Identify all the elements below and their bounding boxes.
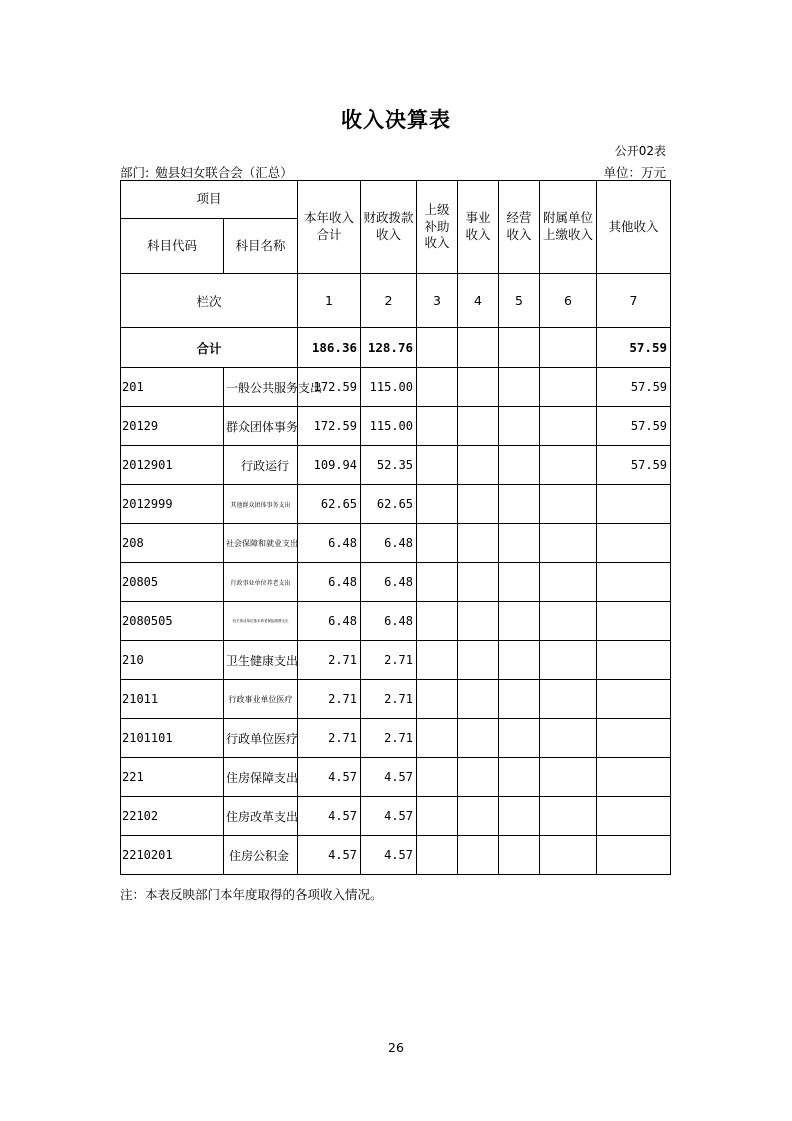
- department-line: [120, 163, 293, 181]
- header-total: 本年收入合计: [298, 181, 361, 274]
- table-row: [121, 758, 671, 797]
- table-row: [121, 836, 671, 875]
- total-amount: 186.36: [298, 328, 361, 368]
- row-fiscal: 62.65: [361, 485, 417, 524]
- row-other: [597, 602, 671, 641]
- row-superior: [417, 407, 458, 446]
- row-operating: [499, 719, 540, 758]
- row-code: 2012901: [121, 446, 224, 485]
- row-superior: [417, 836, 458, 875]
- row-name: 住房改革支出: [224, 797, 298, 836]
- row-total: 2.71: [298, 680, 361, 719]
- row-name: 机关事业单位基本养老保险缴费支出: [224, 602, 298, 641]
- page-title: 收入决算表: [341, 108, 451, 132]
- row-operating: [499, 407, 540, 446]
- row-affiliated: [540, 680, 597, 719]
- row-fiscal: 115.00: [361, 368, 417, 407]
- row-code: 201: [121, 368, 224, 407]
- form-number: 公开02表: [614, 144, 666, 158]
- row-affiliated: [540, 602, 597, 641]
- row-code: 2012999: [121, 485, 224, 524]
- row-business: [458, 563, 499, 602]
- row-operating: [499, 758, 540, 797]
- row-other: [597, 758, 671, 797]
- header-superior: 上级补助收入: [417, 181, 458, 274]
- row-code: 208: [121, 524, 224, 563]
- row-total: 6.48: [298, 563, 361, 602]
- header-row-1: [121, 181, 671, 219]
- department-name: 勉县妇女联合会（汇总）: [155, 165, 293, 180]
- row-superior: [417, 758, 458, 797]
- row-code: 21011: [121, 680, 224, 719]
- row-total: 62.65: [298, 485, 361, 524]
- row-name: 其他群众团体事务支出: [224, 485, 298, 524]
- row-code: 22102: [121, 797, 224, 836]
- row-affiliated: [540, 758, 597, 797]
- row-fiscal: 6.48: [361, 602, 417, 641]
- row-business: [458, 641, 499, 680]
- header-business: 事业收入: [458, 181, 499, 274]
- row-code: 2101101: [121, 719, 224, 758]
- row-business: [458, 680, 499, 719]
- row-name: 住房保障支出: [224, 758, 298, 797]
- row-fiscal: 2.71: [361, 719, 417, 758]
- row-name: 行政事业单位养老支出: [224, 563, 298, 602]
- row-name: 行政事业单位医疗: [224, 680, 298, 719]
- row-other: [597, 563, 671, 602]
- row-superior: [417, 485, 458, 524]
- row-operating: [499, 602, 540, 641]
- table-row: [121, 641, 671, 680]
- table-row: [121, 797, 671, 836]
- column-number: 6: [540, 274, 597, 328]
- header-item: 项目: [121, 181, 298, 219]
- row-business: [458, 407, 499, 446]
- total-affiliated: [540, 328, 597, 368]
- row-name: 住房公积金: [224, 836, 298, 875]
- column-number-row: [121, 274, 671, 328]
- row-code: 20129: [121, 407, 224, 446]
- row-operating: [499, 446, 540, 485]
- row-business: [458, 485, 499, 524]
- row-business: [458, 836, 499, 875]
- table-note: 注：本表反映部门本年度取得的各项收入情况。: [120, 887, 383, 902]
- column-number: 7: [597, 274, 671, 328]
- table-row: [121, 524, 671, 563]
- row-other: 57.59: [597, 368, 671, 407]
- row-name: 卫生健康支出: [224, 641, 298, 680]
- row-total: 4.57: [298, 836, 361, 875]
- row-fiscal: 6.48: [361, 563, 417, 602]
- header-other: 其他收入: [597, 181, 671, 274]
- total-label: 合计: [121, 328, 298, 368]
- row-other: [597, 485, 671, 524]
- row-affiliated: [540, 719, 597, 758]
- row-operating: [499, 563, 540, 602]
- row-fiscal: 52.35: [361, 446, 417, 485]
- income-table: [120, 180, 671, 875]
- total-superior: [417, 328, 458, 368]
- row-affiliated: [540, 836, 597, 875]
- row-operating: [499, 485, 540, 524]
- row-fiscal: 4.57: [361, 758, 417, 797]
- row-operating: [499, 797, 540, 836]
- column-number-label: 栏次: [121, 274, 298, 328]
- row-business: [458, 446, 499, 485]
- row-code: 2210201: [121, 836, 224, 875]
- column-number: 3: [417, 274, 458, 328]
- row-operating: [499, 680, 540, 719]
- row-other: [597, 641, 671, 680]
- row-affiliated: [540, 407, 597, 446]
- row-business: [458, 524, 499, 563]
- row-fiscal: 4.57: [361, 836, 417, 875]
- row-superior: [417, 719, 458, 758]
- total-operating: [499, 328, 540, 368]
- unit-label: 单位：万元: [603, 165, 666, 180]
- row-total: 2.71: [298, 719, 361, 758]
- row-total: 109.94: [298, 446, 361, 485]
- row-code: 20805: [121, 563, 224, 602]
- header-affiliated: 附属单位上缴收入: [540, 181, 597, 274]
- row-business: [458, 602, 499, 641]
- row-other: 57.59: [597, 446, 671, 485]
- row-superior: [417, 446, 458, 485]
- row-name: 一般公共服务支出: [224, 368, 298, 407]
- row-affiliated: [540, 524, 597, 563]
- row-name: 行政运行: [224, 446, 298, 485]
- row-superior: [417, 680, 458, 719]
- total-other: 57.59: [597, 328, 671, 368]
- row-other: [597, 836, 671, 875]
- row-name: 社会保障和就业支出: [224, 524, 298, 563]
- row-other: [597, 524, 671, 563]
- row-superior: [417, 368, 458, 407]
- row-other: [597, 680, 671, 719]
- row-fiscal: 6.48: [361, 524, 417, 563]
- header-code: 科目代码: [121, 219, 224, 274]
- table-row: [121, 368, 671, 407]
- table-row: [121, 719, 671, 758]
- row-other: 57.59: [597, 407, 671, 446]
- row-code: 210: [121, 641, 224, 680]
- row-total: 6.48: [298, 524, 361, 563]
- row-other: [597, 719, 671, 758]
- row-affiliated: [540, 446, 597, 485]
- column-number: 2: [361, 274, 417, 328]
- row-operating: [499, 641, 540, 680]
- row-superior: [417, 602, 458, 641]
- total-business: [458, 328, 499, 368]
- row-fiscal: 2.71: [361, 680, 417, 719]
- row-superior: [417, 524, 458, 563]
- table-row: [121, 680, 671, 719]
- row-fiscal: 4.57: [361, 797, 417, 836]
- row-code: 221: [121, 758, 224, 797]
- column-number: 5: [499, 274, 540, 328]
- total-row: [121, 328, 671, 368]
- row-total: 6.48: [298, 602, 361, 641]
- row-affiliated: [540, 641, 597, 680]
- row-affiliated: [540, 368, 597, 407]
- row-business: [458, 719, 499, 758]
- row-business: [458, 758, 499, 797]
- row-affiliated: [540, 485, 597, 524]
- table-row: [121, 446, 671, 485]
- table-row: [121, 407, 671, 446]
- row-name: 行政单位医疗: [224, 719, 298, 758]
- row-superior: [417, 641, 458, 680]
- table-row: [121, 485, 671, 524]
- column-number: 1: [298, 274, 361, 328]
- page-number: 26: [388, 1040, 404, 1055]
- row-affiliated: [540, 563, 597, 602]
- department-label: 部门:: [120, 165, 150, 180]
- row-superior: [417, 797, 458, 836]
- row-total: 4.57: [298, 758, 361, 797]
- header-name: 科目名称: [224, 219, 298, 274]
- header-operating: 经营收入: [499, 181, 540, 274]
- row-affiliated: [540, 797, 597, 836]
- row-total: 172.59: [298, 368, 361, 407]
- row-business: [458, 368, 499, 407]
- total-fiscal: 128.76: [361, 328, 417, 368]
- row-total: 2.71: [298, 641, 361, 680]
- header-fiscal: 财政拨款收入: [361, 181, 417, 274]
- row-total: 172.59: [298, 407, 361, 446]
- column-number: 4: [458, 274, 499, 328]
- row-superior: [417, 563, 458, 602]
- row-operating: [499, 524, 540, 563]
- table-row: [121, 563, 671, 602]
- row-other: [597, 797, 671, 836]
- row-fiscal: 115.00: [361, 407, 417, 446]
- table-row: [121, 602, 671, 641]
- row-fiscal: 2.71: [361, 641, 417, 680]
- row-name: 群众团体事务: [224, 407, 298, 446]
- row-operating: [499, 836, 540, 875]
- row-operating: [499, 368, 540, 407]
- row-business: [458, 797, 499, 836]
- row-total: 4.57: [298, 797, 361, 836]
- row-code: 2080505: [121, 602, 224, 641]
